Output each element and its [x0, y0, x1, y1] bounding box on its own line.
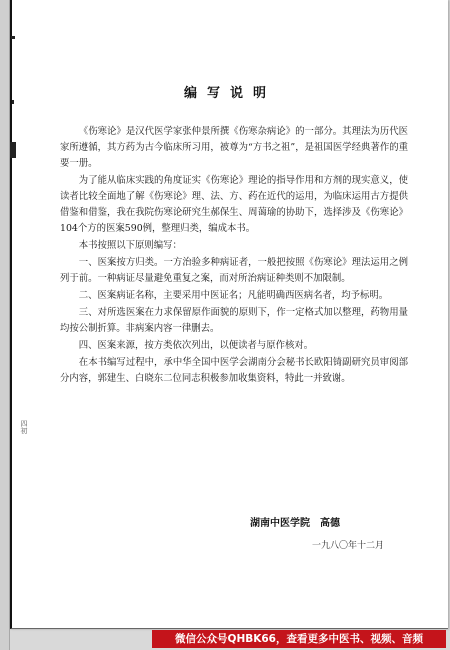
page-title: 编写说明 — [183, 86, 276, 101]
paragraph: 在本书编写过程中，承中华全国中医学会湖南分会秘书长欧阳锜副研究员审阅部分内容，郭建生、白晓东二位同志积极参加收集资料，特此一并致谢。 — [60, 357, 408, 384]
scan-mark — [10, 142, 16, 158]
wechat-banner[interactable]: 微信公众号QHBK66，查看更多中医书、视频、音频 — [152, 630, 446, 648]
paragraph: 《伤寒论》是汉代医学家张仲景所撰《伤寒杂病论》的一部分。其理法为历代医家所遵循，其方药为古今临床所习用，被尊为“方书之祖”，是祖国医学经典著作的重要一册。 — [60, 126, 408, 169]
viewer-left-edge — [0, 0, 10, 650]
signature-author: 湖南中医学院 高德 — [250, 518, 340, 529]
paragraph: 本书按照以下原则编写： — [78, 240, 182, 251]
document-page — [10, 0, 448, 629]
paragraph: 三、对所选医案在力求保留原作面貌的原则下，作一定格式加以整理，药物用量均按公制折算。非病案内容一律删去。 — [60, 307, 408, 334]
margin-note: 四初 — [20, 420, 28, 434]
paragraph: 二、医案病证名称，主要采用中医证名；凡能明确西医病名者，均予标明。 — [78, 290, 389, 301]
document-body — [60, 124, 408, 388]
signature-date: 一九八〇年十二月 — [312, 541, 385, 551]
paragraph: 四、医案来源，按方类依次列出，以便读者与原作核对。 — [78, 340, 314, 351]
paragraph: 一、医案按方归类。一方治验多种病证者，一般把按照《伤寒论》理法运用之例列于前。一种病证尽量避免重复之案，而对所治病证种类则不加限制。 — [60, 257, 408, 284]
paragraph: 为了能从临床实践的角度证实《伤寒论》理论的指导作用和方剂的现实意义，使读者比较全面地了解《伤寒论》理、法、方、药在近代的运用，为临床运用古方提供借鉴和借鉴，我在我院伤寒论研究生郝保生、周蔼瑜的协助下，选择涉及《伤寒论》104个方的医案590例，整理归类，编成本书。 — [60, 175, 408, 234]
scan-mark — [11, 36, 15, 39]
